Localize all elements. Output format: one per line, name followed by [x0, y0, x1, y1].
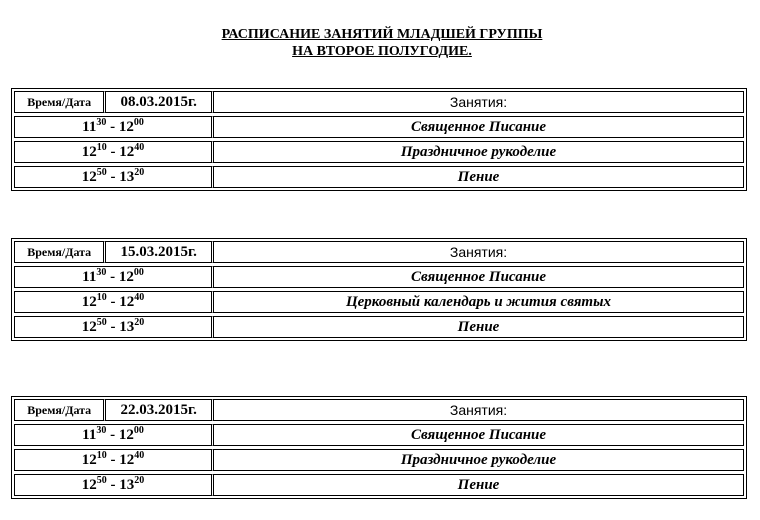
- table-row: [14, 166, 744, 188]
- lesson-subject: Праздничное рукоделие: [214, 449, 744, 471]
- time-slot: $11^{30} - 12^{00}$: [14, 424, 214, 446]
- title-line-1: РАСПИСАНИЕ ЗАНЯТИЙ МЛАДШЕЙ ГРУППЫ: [221, 27, 543, 42]
- time-slot: $12^{50} - 13^{20}$: [14, 166, 214, 188]
- lesson-subject: Церковный календарь и жития святых: [214, 291, 744, 313]
- schedule-date: 22.03.2015г.: [106, 399, 214, 421]
- lesson-subject: Священное Писание: [214, 116, 744, 138]
- table-row: [14, 449, 744, 471]
- time-slot: $12^{10} - 12^{40}$: [14, 291, 214, 313]
- title-line-2: НА ВТОРОЕ ПОЛУГОДИЕ.: [292, 44, 472, 59]
- schedule-header-row: [14, 91, 744, 113]
- time-slot: $11^{30} - 12^{00}$: [14, 266, 214, 288]
- table-row: [14, 141, 744, 163]
- lesson-subject: Священное Писание: [214, 424, 744, 446]
- table-row: [14, 474, 744, 496]
- lesson-subject: Праздничное рукоделие: [214, 141, 744, 163]
- lesson-subject: Пение: [214, 474, 744, 496]
- page-title: [0, 26, 760, 60]
- time-slot: $12^{10} - 12^{40}$: [14, 141, 214, 163]
- time-date-label: Время/Дата: [14, 399, 106, 421]
- lessons-label: Занятия:: [214, 241, 744, 263]
- time-date-label: Время/Дата: [14, 91, 106, 113]
- table-row: [14, 116, 744, 138]
- table-row: [14, 424, 744, 446]
- lessons-label: Занятия:: [214, 399, 744, 421]
- time-slot: $12^{50} - 13^{20}$: [14, 474, 214, 496]
- schedule-header-row: [14, 241, 744, 263]
- table-row: [14, 316, 744, 338]
- schedule-date: 08.03.2015г.: [106, 91, 214, 113]
- lessons-label: Занятия:: [214, 91, 744, 113]
- schedule-table-2: [11, 238, 747, 341]
- time-date-label: Время/Дата: [14, 241, 106, 263]
- lesson-subject: Пение: [214, 166, 744, 188]
- schedule-table-3: [11, 396, 747, 499]
- time-slot: $12^{50} - 13^{20}$: [14, 316, 214, 338]
- table-row: [14, 291, 744, 313]
- lesson-subject: Пение: [214, 316, 744, 338]
- time-slot: $12^{10} - 12^{40}$: [14, 449, 214, 471]
- lesson-subject: Священное Писание: [214, 266, 744, 288]
- schedule-table-1: [11, 88, 747, 191]
- schedule-header-row: [14, 399, 744, 421]
- time-slot: $11^{30} - 12^{00}$: [14, 116, 214, 138]
- schedule-date: 15.03.2015г.: [106, 241, 214, 263]
- table-row: [14, 266, 744, 288]
